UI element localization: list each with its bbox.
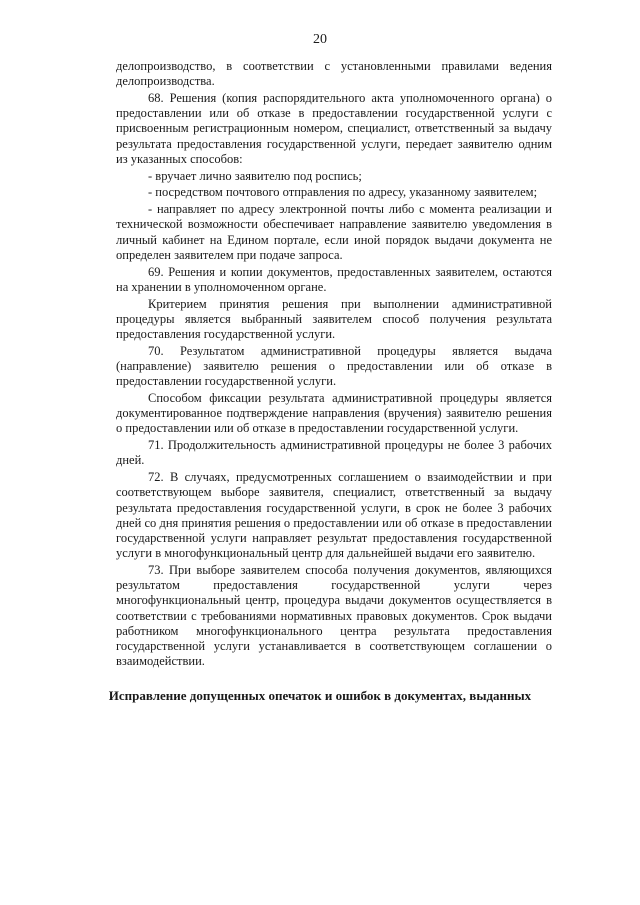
paragraph-69: 69. Решения и копии документов, предоставленных заявителем, остаются на хранении в уполномоченном органе. xyxy=(116,264,552,294)
page-number: 20 xyxy=(313,32,327,47)
section-heading: Исправление допущенных опечаток и ошибок в документах, выданных xyxy=(108,688,532,703)
list-item-email: - направляет по адресу электронной почты либо с момента реализации и технической возможности обеспечивает направление заявителю уведомления в личный кабинет на Едином портале, если иной порядок выдачи документа не определен заявителем при подаче запроса. xyxy=(116,202,552,262)
paragraph-continuation: делопроизводство, в соответствии с установленными правилами ведения делопроизводства. xyxy=(116,59,552,89)
paragraph-criterion: Критерием принятия решения при выполнении административной процедуры является выбранный заявителем способ получения результата предоставления государственной услуги. xyxy=(116,296,552,342)
paragraph-70: 70. Результатом административной процедуры является выдача (направление) заявителю решения о предоставлении или об отказе в предоставлении государственной услуги. xyxy=(116,343,552,389)
paragraph-68: 68. Решения (копия распорядительного акта уполномоченного органа) о предоставлении или об отказе в предоставлении государственной услуги с присвоенным регистрационным номером, специалист, ответственный за выдачу результата предоставления государственной услуги, передает заявителю одним из указанных способов: xyxy=(116,91,552,166)
list-item-postal: - посредством почтового отправления по адресу, указанному заявителем; xyxy=(148,185,538,200)
document-body xyxy=(116,59,552,671)
paragraph-73: 73. При выборе заявителем способа получения документов, являющихся результатом предоставления государственной услуги через многофункциональный центр, процедура выдачи документов осуществляется в соответствии с требованиями нормативных правовых документов. Срок выдачи работником многофункционального центра результата предоставления государственной услуги устанавливается в соответствующем соглашении о взаимодействии. xyxy=(116,563,552,669)
paragraph-71: 71. Продолжительность административной процедуры не более 3 рабочих дней. xyxy=(116,438,552,468)
paragraph-fixation-method: Способом фиксации результата административной процедуры является документированное подтверждение направления (вручения) заявителю решения о предоставлении или об отказе в предоставлении государственной услуги. xyxy=(116,391,552,436)
paragraph-72: 72. В случаях, предусмотренных соглашением о взаимодействии и при соответствующем выборе заявителя, специалист, ответственный за выдачу результата предоставления государственной услуги, в срок не более 3 рабочих дней со дня принятия решения о предоставлении или об отказе в предоставлении государственной услуги направляет результат предоставления государственной услуги в многофункциональный центр для дальнейшей выдачи его заявителю. xyxy=(116,470,552,561)
list-item-in-person: - вручает лично заявителю под роспись; xyxy=(148,168,362,183)
